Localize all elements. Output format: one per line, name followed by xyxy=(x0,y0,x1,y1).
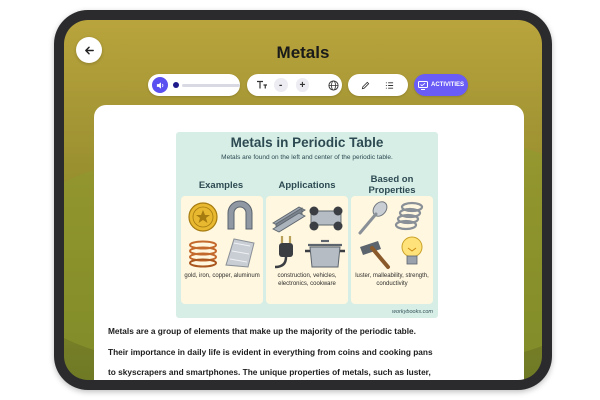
body-line: to skyscrapers and smartphones. The unique properties of metals, such as luster, xyxy=(108,367,431,377)
audio-progress-handle[interactable] xyxy=(173,82,179,88)
infographic-title: Metals in Periodic Table xyxy=(230,135,384,150)
infographic-image xyxy=(176,132,438,318)
increase-text-button[interactable]: + xyxy=(296,78,310,92)
light-bulb-icon xyxy=(402,237,422,264)
page-title: Metals xyxy=(276,43,330,62)
tablet-frame xyxy=(54,10,552,390)
audio-play-button[interactable] xyxy=(152,77,168,93)
column-heading-applications: Applications xyxy=(278,180,336,191)
language-button[interactable] xyxy=(324,76,342,94)
edit-tools xyxy=(348,74,408,96)
text-tools xyxy=(247,74,342,96)
body-line: Their importance in daily life is evident in everything from coins and cooking pans xyxy=(108,346,433,357)
aluminum-foil-icon xyxy=(226,239,254,267)
hammer-icon xyxy=(360,241,388,267)
activities-label: ACTIVITIES xyxy=(430,82,464,88)
infographic-watermark: workybooks.com xyxy=(392,309,433,315)
metal-properties-icons xyxy=(354,199,430,271)
column-applications xyxy=(266,196,348,304)
text-size-icon xyxy=(256,80,268,90)
column-examples xyxy=(181,196,263,304)
infographic-subtitle: Metals are found on the left and center of the periodic table. xyxy=(221,154,393,161)
column-caption-properties: luster, malleability, strength, conductivity xyxy=(355,273,429,287)
pen-icon xyxy=(361,81,370,90)
horseshoe-icon xyxy=(228,201,252,229)
list-button[interactable] xyxy=(380,76,398,94)
column-heading-examples: Examples xyxy=(198,180,244,191)
app-screen xyxy=(64,20,542,380)
decrease-text-button[interactable]: - xyxy=(274,78,288,92)
spoon-icon xyxy=(360,199,390,233)
car-chassis-icon xyxy=(310,207,343,231)
lesson-body-text xyxy=(108,321,513,380)
copper-coil-icon xyxy=(190,242,216,267)
metal-applications-icons xyxy=(269,199,345,271)
text-size-button[interactable] xyxy=(253,76,271,94)
metal-examples-icons xyxy=(184,199,260,271)
content-card xyxy=(94,105,524,380)
column-properties xyxy=(351,196,433,304)
body-line: Metals are a group of elements that make up the majority of the periodic table. xyxy=(108,326,416,336)
list-icon xyxy=(385,81,394,90)
column-caption-examples: gold, iron, copper, aluminum xyxy=(184,273,260,279)
highlight-button[interactable] xyxy=(356,76,374,94)
audio-player xyxy=(148,74,240,96)
column-caption-applications: construction, vehicles, electronics, cookware xyxy=(277,273,337,287)
globe-icon xyxy=(328,80,339,91)
activities-button[interactable] xyxy=(414,74,468,96)
speaker-icon xyxy=(156,81,165,90)
plug-icon xyxy=(275,236,293,267)
cooking-pot-icon xyxy=(305,241,345,267)
spring-icon xyxy=(396,203,422,229)
audio-progress-track[interactable] xyxy=(182,84,240,87)
column-heading-properties: Based on Properties xyxy=(368,174,416,196)
steel-beam-icon xyxy=(273,207,305,232)
screen-icon xyxy=(418,81,428,90)
